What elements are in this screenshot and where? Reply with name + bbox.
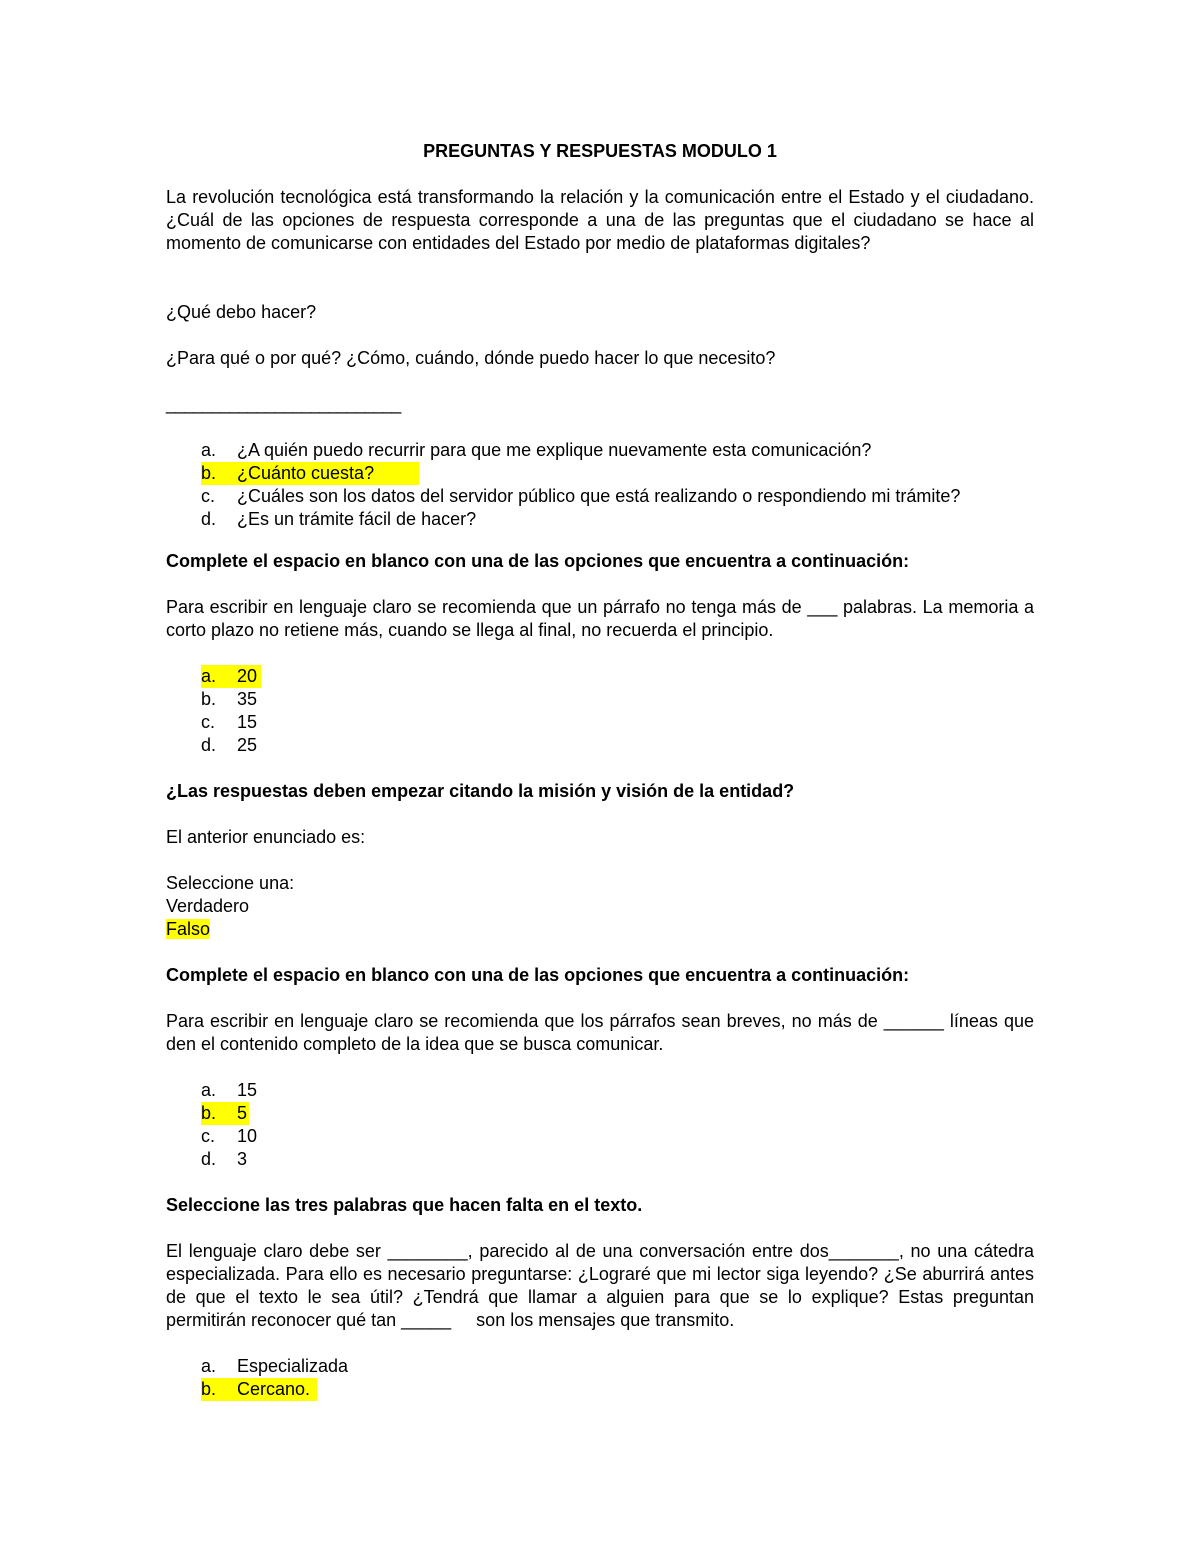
q2-option-c [166,711,1034,734]
q3-option-true: Verdadero [166,896,250,916]
q3-statement: El anterior enunciado es: [166,827,366,847]
option-text: 25 [237,735,258,755]
q3-select-label: Seleccione una: [166,873,295,893]
option-text: Cercano. [237,1379,311,1399]
q2-heading: Complete el espacio en blanco con una de las opciones que encuentra a continuación: [166,551,910,571]
option-text: ¿Cuánto cuesta? [237,463,375,483]
option-text: Especializada [237,1356,349,1376]
page-title: PREGUNTAS Y RESPUESTAS MODULO 1 [423,141,777,161]
q4-option-c [166,1125,1034,1148]
option-letter: a. [201,1356,217,1376]
q5-question-text: El lenguaje claro debe ser ________, parecido al de una conversación entre dos_______, no una cátedra especializada. Para ello es necesario preguntarse: ¿Lograré que mi lector siga leyendo? ¿Se aburrirá antes de que el texto le sea útil? ¿Tendrá que llamar a alguien para que se lo explique? Estas preguntan permitirán reconocer qué tan _____ son los mensajes que transmito. [166,1241,1040,1330]
q1-blank-line: __________________________ [166,394,401,414]
option-letter: d. [201,735,217,755]
q4-options [166,1079,1034,1171]
option-text: ¿Cuáles son los datos del servidor público que está realizando o respondiendo mi trámite? [237,486,961,506]
option-letter: b. [201,1379,217,1399]
option-letter: a. [201,1080,217,1100]
option-letter: d. [201,1149,217,1169]
q1-line-a: ¿Qué debo hacer? [166,302,317,322]
q2-options [166,665,1034,757]
q4-option-d [166,1148,1034,1171]
q1-option-c [166,485,1034,508]
option-letter: d. [201,509,217,529]
q4-option-b [166,1102,1034,1125]
option-letter: b. [201,689,217,709]
q1-option-a [166,439,1034,462]
q2-option-b [166,688,1034,711]
q2-option-d [166,734,1034,757]
option-text: 10 [237,1126,258,1146]
q3-heading: ¿Las respuestas deben empezar citando la misión y visión de la entidad? [166,781,795,801]
q5-option-a [166,1355,1034,1378]
option-text: 15 [237,712,258,732]
option-letter: c. [201,486,216,506]
q3-option-false: Falso [166,919,211,939]
option-letter: a. [201,666,217,686]
q4-question-text: Para escribir en lenguaje claro se recomienda que los párrafos sean breves, no más de ______ líneas que den el contenido completo de la idea que se busca comunicar. [166,1011,1034,1054]
option-letter: b. [201,463,217,483]
q1-option-b [166,462,1034,485]
option-text: 15 [237,1080,258,1100]
q5-heading: Seleccione las tres palabras que hacen falta en el texto. [166,1195,643,1215]
option-text: 20 [237,666,258,686]
q1-options [166,439,1034,531]
q1-line-b: ¿Para qué o por qué? ¿Cómo, cuándo, dónde puedo hacer lo que necesito? [166,348,776,368]
q1-question-text: La revolución tecnológica está transformando la relación y la comunicación entre el Estado y el ciudadano. ¿Cuál de las opciones de respuesta corresponde a una de las preguntas que el ciudadano se hace al momento de comunicarse con entidades del Estado por medio de plataformas digitales? [166,187,1034,253]
option-text: ¿Es un trámite fácil de hacer? [237,509,477,529]
option-text: 5 [237,1103,248,1123]
option-letter: c. [201,712,216,732]
option-text: ¿A quién puedo recurrir para que me explique nuevamente esta comunicación? [237,440,872,460]
document-page [166,140,1040,1401]
q4-heading: Complete el espacio en blanco con una de las opciones que encuentra a continuación: [166,965,910,985]
option-letter: a. [201,440,217,460]
q4-option-a [166,1079,1034,1102]
q5-option-b [166,1378,1034,1401]
q5-options [166,1355,1034,1401]
q2-option-a [166,665,1034,688]
option-text: 35 [237,689,258,709]
option-letter: b. [201,1103,217,1123]
q2-question-text: Para escribir en lenguaje claro se recomienda que un párrafo no tenga más de ___ palabras. La memoria a corto plazo no retiene más, cuando se llega al final, no recuerda el principio. [166,597,1034,640]
q1-option-d [166,508,1034,531]
option-letter: c. [201,1126,216,1146]
option-text: 3 [237,1149,248,1169]
